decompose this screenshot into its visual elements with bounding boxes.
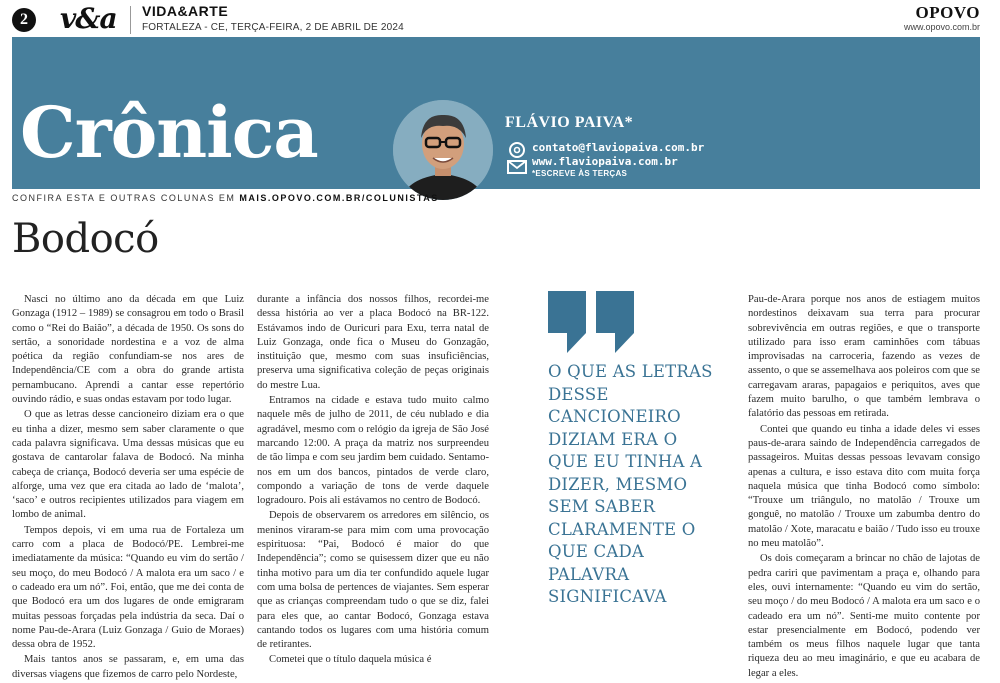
author-photo [393, 100, 493, 200]
paragraph: durante a infância dos nossos filhos, recordei-me dessa história ao ver a placa Bodocó na BR-122. Estávamos indo de Ouricuri para Exu, terra natal de Luiz Gonzaga, onde fica o Museu do Gonzagão, instituição que, mesmo com suas insuficiências, preserva uma significativa coleção de peças originais do mestre Lua. [257, 294, 489, 391]
paragraph: Tempos depois, vi em uma rua de Fortaleza um carro com a placa de Bodocó/PE. Lembrei-me imediatamente da música: “Quando eu vim do sertão / seu moço, do meu Bodocó / A malota era um saco / e o cadeado era um nó”. Foi, então, que me dei conta de que Bodocó era um dos lugares de onde emigraram muitas pessoas forçadas pela indústria da seca. Daí o nome Pau-de-Arara (Luiz Gonzaga / Guio de Moraes) dessa obra de 1952. [12, 524, 244, 651]
paragraph: Cometei que o título daquela música é [269, 654, 432, 666]
columns-promo-text: CONFIRA ESTA E OUTRAS COLUNAS EM [12, 193, 240, 203]
column-title: Crônica [20, 91, 318, 174]
at-sign-icon [510, 143, 524, 157]
paragraph: Entramos na cidade e estava tudo muito calmo naquele mês de julho de 2011, de céu nublado e dia agradável, mesmo com o relógio da igreja de São José marcando 12:00. A praça da matriz nos surpreendeu de tão limpa e com seu jardim bem cuidado. Sentamo-nos em um dos bancos, pintados de verde claro, compondo a variação de tons de verde daquele logradouro. Pois ali estávamos no centro de Bodocó. [257, 395, 489, 507]
columns-promo-link[interactable]: MAIS.OPOVO.COM.BR/COLUNISTAS [239, 193, 439, 203]
author-email-link[interactable]: contato@flaviopaiva.com.br [532, 141, 705, 154]
envelope-icon [508, 161, 526, 173]
paragraph: Os dois começaram a brincar no chão de lajotas de pedra cariri que pavimentam a praça e, olhando para eles, ouvi internamente: “Quando eu vim do sertão, seu moço / do meu Bodocó / A malota era um saco e o cadeado era um nó”. Senti-me muito contente por estar presencialmente em Bodocó, podendo ver também os meus filhos naquele lugar que tanta riqueza deu ao meu imaginário, e que eu acabara de legar a eles. [748, 553, 980, 679]
author-name: FLÁVIO PAIVA* [505, 114, 634, 131]
paragraph: Contei que quando eu tinha a idade deles vi esses paus-de-arara saindo de Independência carregados de passageiros. Muitas dessas pessoas levavam consigo apenas a cultura, e isso estava dito com muita força naquela música que tinha Bodocó como símbolo: “Trouxe um triângulo, no matolão / Trouxe um gonguê, no matolão / Trouxe um zabumba dentro do matolão / Xote, maracatu e baião / Tudo isso eu trouxe no meu matolão”. [748, 423, 980, 550]
contact-icons [506, 142, 528, 181]
article-column-4 [748, 293, 980, 682]
publication-schedule: *ESCREVE ÀS TERÇAS [532, 169, 628, 178]
dateline: FORTALEZA - CE, TERÇA-FEIRA, 2 DE ABRIL DE 2024 [142, 22, 404, 33]
paragraph: Pau-de-Arara porque nos anos de estiagem muitos nordestinos deixavam sua terra para procurar sobrevivência em outras regiões, e que o transporte utilizado para isso eram caminhões com tábuas improvisadas na carroceria, fazendo as vezes de assento, o que se assemelhava aos poleiros com que se carregavam araras, papagaios e periquitos, aves que fazem muito barulho, o que também lembrava o falatório das pessoas em retirada. [748, 294, 980, 420]
article-column-1 [12, 293, 244, 683]
header-divider [130, 6, 131, 34]
paragraph: O que as letras desse cancioneiro diziam era o que eu tinha a dizer, mesmo sem saber claramente o que cada palavra significava. Uma dessas músicas que eu gostava de cantarolar falava de Bodocó. Na minha cabeça de criança, Bodocó deveria ser uma espécie de alforge, uma vez que era citada ao lado de ‘malota’, ‘saco’ e outros recipientes utilizados para viagem em lombo de animal. [12, 409, 244, 521]
section-name: VIDA&ARTE [142, 3, 229, 19]
newspaper-url: www.opovo.com.br [903, 22, 980, 32]
pull-quote: O QUE AS LETRAS DESSE CANCIONEIRO DIZIAM ERA O QUE EU TINHA A DIZER, MESMO SEM SABER CLARAMENTE O QUE CADA PALAVRA SIGNIFICAVA [548, 362, 713, 606]
paragraph: Nasci no último ano da década em que Luiz Gonzaga (1912 – 1989) se consagrou em todo o Brasil como o “Rei do Baião”, a década de 1950. Os sons do sertão, a sonoridade nordestina e a voz de alma poética da região confundiam-se nos ares de Independência/CE com a obra do grande artista pernambucano. Aprendi a cantar esse repertório ouvindo rádio, e suas ondas estavam por todo lugar. [12, 294, 244, 406]
page-number: 2 [12, 8, 36, 32]
paragraph: Mais tantos anos se passaram, e, em uma das diversas viagens que fizemos de carro pelo Nordeste, [12, 654, 244, 680]
paragraph: Depois de observarem os arredores em silêncio, os meninos viraram-se para mim com uma provocação espirituosa: “Pai, Bodocó é maior do que Independência”; como se quisessem dizer que eu não tinha motivo para um dia ter confundido aquele lugar com uma bolsa de pertences de viajantes. Sem esperar que as crianças compreendam tudo o que se diz, falei para eles que, ao cantar Bodocó, Gonzaga estava cantando todos os lugares com uma história comum de retirantes. [257, 510, 489, 651]
newspaper-logo: OPOVO [915, 3, 980, 22]
columns-promo [12, 193, 439, 203]
article-column-2 [257, 293, 489, 669]
section-logo: v&a [60, 2, 117, 35]
article-headline: Bodocó [12, 216, 159, 262]
author-site-link[interactable]: www.flaviopaiva.com.br [532, 155, 678, 168]
quote-marks-icon [548, 291, 638, 358]
